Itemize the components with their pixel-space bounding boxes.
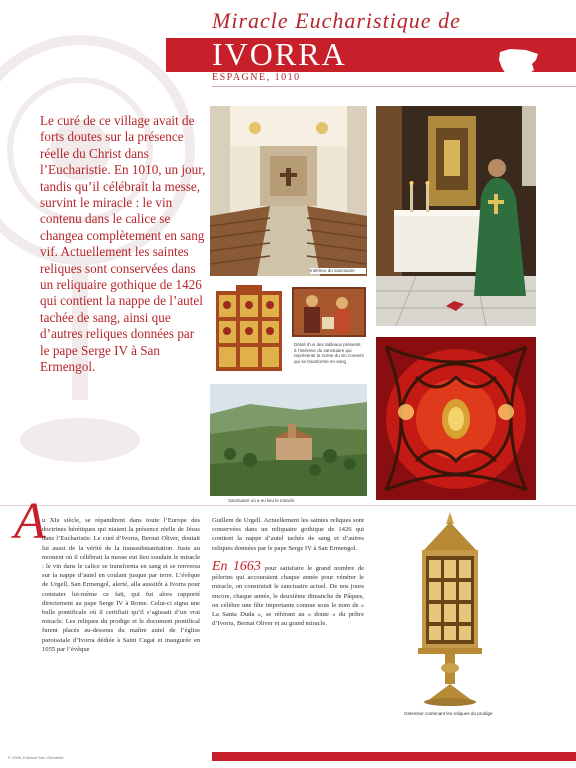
sanctuary-interior-photo bbox=[210, 106, 367, 276]
footer-red-band bbox=[212, 752, 576, 761]
body-column-2-text-b: pour satisfaire le grand nombre de pèlerins qui accouraient chaque année pour vénérer le miracle, on construisit le sanctuaire actuel. De nos jours encore, chaque année, le deuxième dimanche de Pâques, on célèbre une fête importante connue sous le nom de « La Santa Duda », se référant au « doute » du prêtre d’Ivorra, Bernat Oliver et au grand miracle. bbox=[212, 565, 364, 628]
body-en-1663: En 1663 bbox=[212, 559, 261, 575]
header-script-title: Miracle Eucharistique de bbox=[212, 8, 461, 33]
page-title: IVORRA bbox=[212, 36, 347, 72]
polyptych-photo bbox=[210, 283, 288, 375]
body-column-1-text: u XIe siècle, se répandirent dans toute l’Europe des doctrines hérétiques qui niaient la présence réelle de Jésus dans l’Eucharistie. Le curé d’Ivorra, Bernat Oliver, doutait lui aussi de la vérité de la transsubstantiation. Juste au moment où il célébrait la messe eut lieu soudain le miracle : le vin dans le calice se transforma en sang et se renversa sur la nappe d’autel en coulant jusque par terre. L’évêque de Urgell, San Ermengol, alerté, alla aussitôt à Ivorra pour constater lui-même ce fait, qui fut alors rapporté directement au pape Serge IV à Rome. Celui-ci signa une bulle pontificale où il certifiait qu’il s’agissait d’un vrai miracle. Les reliques du prodige et le document pontifical furent placés au-dessous du maître autel de l’église paroissiale d’Ivorra dédiée à Saint Cugat et inaugurée en 1055 par l’évêque bbox=[42, 517, 200, 653]
painting-detail-photo bbox=[292, 287, 366, 337]
intro-text: Le curé de ce village avait de forts doutes sur la présence réelle du Christ dans l’Eucharistie. En 1010, un jour, tandis qu’il célébrait la messe, survint le miracle : le vin contenu dans le calice se changea complètement en sang vif. Actuellement les saintes reliques sont conservées dans un reliquaire gothique de 1426 qui contient la nappe de l’autel tachée de sang, ainsi que d’autres reliques données par le pape Serge IV à San Ermengol. bbox=[40, 113, 206, 375]
caption-reliquary: Ostensoir contenant les reliques du prodige bbox=[404, 711, 493, 716]
reliquary-closeup-photo bbox=[376, 337, 536, 500]
caption-painting-detail: Détail d’un des tableaux présents à l’intérieur du sanctuaire qui représente la scène du vin converti qui se transforme en sang bbox=[294, 342, 364, 364]
spain-map-icon bbox=[496, 46, 542, 80]
sanctuary-landscape-photo bbox=[210, 384, 367, 496]
body-column-2-text-a: Guillem de Urgell. Actuellement les saintes reliques sont conservées dans un reliquaire gothique de 1426 qui contient la nappe d’autel tachée de sang et d’autres reliques données par le pape Serge IV à San Ermengol. bbox=[212, 517, 364, 552]
header-subtitle: ESPAGNE, 1010 bbox=[212, 72, 301, 83]
drop-cap: A bbox=[14, 493, 46, 550]
caption-sanctuary-interior: Intérieur du sanctuaire bbox=[310, 268, 366, 274]
section-divider bbox=[0, 505, 576, 506]
copyright-notice: © 2006, Edizioni San Clemente bbox=[8, 755, 64, 760]
priest-altar-photo bbox=[376, 106, 536, 326]
reliquary-object-illustration bbox=[414, 512, 486, 707]
body-column-2 bbox=[212, 516, 364, 628]
header-divider bbox=[212, 86, 576, 87]
caption-sanctuary-view: Sanctuaire où a eu lieu le miracle bbox=[228, 498, 295, 503]
body-column-1 bbox=[42, 516, 200, 654]
